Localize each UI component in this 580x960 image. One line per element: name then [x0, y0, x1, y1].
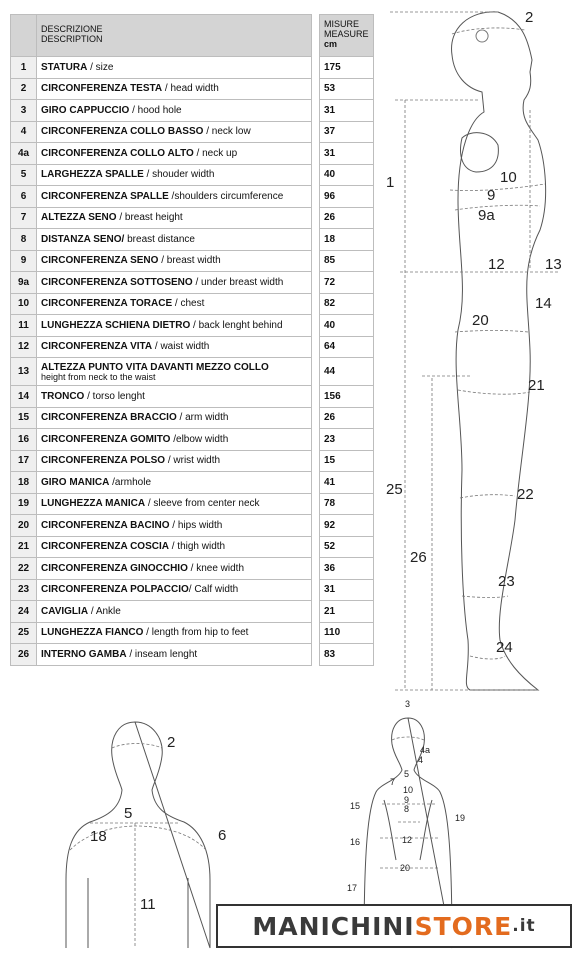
row-value: 72	[320, 272, 374, 294]
row-value: 82	[320, 293, 374, 315]
row-number: 9	[11, 250, 37, 272]
row-desc-en: / hood hole	[129, 104, 182, 116]
row-value: 110	[320, 622, 374, 644]
row-desc-en: / under breast width	[192, 276, 284, 288]
row-desc-en: / waist width	[152, 341, 210, 353]
row-number: 21	[11, 536, 37, 558]
side-label-9: 9	[487, 187, 496, 204]
row-value: 31	[320, 100, 374, 122]
side-label-20: 20	[472, 312, 489, 329]
brand-part-3: .it	[512, 916, 536, 936]
row-desc-en: / Calf width	[188, 584, 239, 596]
front-label-16: 16	[350, 837, 361, 847]
front-label-15: 15	[350, 801, 361, 811]
side-label-21: 21	[528, 377, 545, 394]
row-desc-en: / hips width	[169, 519, 223, 531]
front-label-4a: 4a	[420, 745, 431, 755]
side-label-10: 10	[500, 169, 517, 186]
row-desc-en: / breast width	[158, 255, 221, 267]
row-number: 3	[11, 100, 37, 122]
row-value: 44	[320, 358, 374, 386]
back-label-11: 11	[140, 896, 156, 913]
row-number: 18	[11, 472, 37, 494]
row-desc-it: CIRCONFERENZA BRACCIO	[41, 412, 177, 424]
row-desc-it: CIRCONFERENZA POLPACCIO	[41, 584, 189, 596]
row-desc-en: / inseam lenght	[126, 648, 198, 660]
row-number: 26	[11, 644, 37, 666]
row-desc-en: / knee width	[187, 562, 245, 574]
row-number: 23	[11, 579, 37, 601]
row-value: 53	[320, 78, 374, 100]
side-label-9a: 9a	[478, 207, 495, 224]
row-desc-en: / head width	[162, 83, 219, 95]
row-desc-it: CIRCONFERENZA GOMITO	[41, 433, 171, 445]
row-value: 40	[320, 315, 374, 337]
row-number: 6	[11, 186, 37, 208]
row-desc-en: / back lenght behind	[190, 319, 283, 331]
side-label-14: 14	[535, 295, 552, 312]
row-value: 92	[320, 515, 374, 537]
brand-logo	[216, 904, 572, 948]
side-label-2: 2	[525, 9, 534, 26]
front-label-20: 20	[400, 863, 411, 873]
header-desc-it: DESCRIZIONE	[41, 24, 103, 34]
row-desc-it: GIRO MANICA	[41, 476, 110, 488]
row-desc-it: GIRO CAPPUCCIO	[41, 104, 130, 116]
row-value: 175	[320, 57, 374, 79]
row-desc-it: CIRCONFERENZA TORACE	[41, 298, 173, 310]
row-number: 5	[11, 164, 37, 186]
row-desc-it: CIRCONFERENZA BACINO	[41, 519, 170, 531]
back-label-5: 5	[124, 805, 133, 822]
back-label-2: 2	[167, 734, 176, 751]
row-desc-en: / Ankle	[88, 605, 121, 617]
row-desc-en: / chest	[172, 298, 205, 310]
row-desc-it: TRONCO	[41, 390, 85, 402]
row-value: 23	[320, 429, 374, 451]
row-value: 156	[320, 386, 374, 408]
row-desc-en: breast distance	[124, 233, 195, 245]
row-desc-it: LUNGHEZZA SCHIENA DIETRO	[41, 319, 191, 331]
row-desc-it: DISTANZA SENO/	[41, 233, 125, 245]
row-desc-sub: height from neck to the waist	[41, 371, 156, 382]
side-label-25: 25	[386, 481, 403, 498]
front-label-4: 4	[418, 755, 424, 765]
row-value: 64	[320, 336, 374, 358]
row-value: 15	[320, 450, 374, 472]
row-number: 16	[11, 429, 37, 451]
front-label-19: 19	[455, 813, 466, 823]
front-label-8: 8	[404, 804, 410, 814]
row-desc-en: / neck up	[193, 147, 238, 159]
row-value: 85	[320, 250, 374, 272]
front-label-7: 7	[390, 777, 396, 787]
row-desc-en: / thigh width	[168, 541, 226, 553]
row-desc-en: / shouder width	[143, 169, 215, 181]
row-desc-en: / breast height	[116, 212, 183, 224]
row-value: 18	[320, 229, 374, 251]
row-number: 4	[11, 121, 37, 143]
row-number: 4a	[11, 143, 37, 165]
row-desc-it: STATURA	[41, 61, 88, 73]
row-number: 8	[11, 229, 37, 251]
side-label-1: 1	[386, 174, 395, 191]
row-desc-it: CIRCONFERENZA SENO	[41, 255, 159, 267]
side-label-24: 24	[496, 639, 513, 656]
brand-part-2: STORE	[414, 911, 513, 941]
row-desc-en: / neck low	[203, 126, 251, 138]
row-number: 9a	[11, 272, 37, 294]
front-label-3: 3	[405, 699, 411, 709]
row-value: 26	[320, 407, 374, 429]
row-number: 1	[11, 57, 37, 79]
row-desc-en: /armhole	[109, 476, 152, 488]
row-number: 22	[11, 558, 37, 580]
side-label-12: 12	[488, 256, 505, 273]
head-logo	[476, 30, 488, 42]
side-label-13: 13	[545, 256, 562, 273]
row-desc-it: CIRCONFERENZA SPALLE	[41, 190, 169, 202]
row-desc-en: / wrist width	[165, 455, 221, 467]
row-desc-it: INTERNO GAMBA	[41, 648, 127, 660]
row-number: 7	[11, 207, 37, 229]
front-label-12: 12	[402, 835, 413, 845]
row-number: 15	[11, 407, 37, 429]
row-desc-it: CIRCONFERENZA COSCIA	[41, 541, 169, 553]
row-number: 19	[11, 493, 37, 515]
row-value: 31	[320, 579, 374, 601]
row-desc-it: CIRCONFERENZA TESTA	[41, 83, 163, 95]
front-label-10: 10	[403, 785, 414, 795]
front-label-17: 17	[347, 883, 358, 893]
row-desc-en: / sleeve from center neck	[145, 498, 260, 510]
side-label-26: 26	[410, 549, 427, 566]
row-desc-it: CIRCONFERENZA POLSO	[41, 455, 166, 467]
row-desc-en: /shoulders circumference	[168, 190, 284, 202]
back-label-18: 18	[90, 828, 107, 845]
row-desc-it: ALTEZZA SENO	[41, 212, 117, 224]
row-number: 20	[11, 515, 37, 537]
header-unit: cm	[324, 39, 338, 49]
row-number: 2	[11, 78, 37, 100]
row-desc-it: CAVIGLIA	[41, 605, 89, 617]
header-meas-it: MISURE	[324, 19, 360, 29]
row-desc-it: LARGHEZZA SPALLE	[41, 169, 144, 181]
row-desc-it: CIRCONFERENZA GINOCCHIO	[41, 562, 188, 574]
row-desc-it: LUNGHEZZA FIANCO	[41, 627, 144, 639]
row-desc-it: CIRCONFERENZA VITA	[41, 341, 153, 353]
row-value: 78	[320, 493, 374, 515]
row-value: 31	[320, 143, 374, 165]
row-desc-it: CIRCONFERENZA COLLO BASSO	[41, 126, 204, 138]
row-number: 24	[11, 601, 37, 623]
row-desc-en: / torso lenght	[84, 390, 145, 402]
header-meas-en: MEASURE	[324, 29, 369, 39]
row-value: 36	[320, 558, 374, 580]
header-desc-en: DESCRIPTION	[41, 34, 103, 44]
row-value: 26	[320, 207, 374, 229]
front-label-5: 5	[404, 769, 410, 779]
row-number: 25	[11, 622, 37, 644]
row-number: 12	[11, 336, 37, 358]
row-desc-it: ALTEZZA PUNTO VITA DAVANTI MEZZO COLLO	[41, 361, 269, 373]
row-number: 11	[11, 315, 37, 337]
front-label-9: 9	[404, 795, 410, 805]
row-desc-en: /elbow width	[170, 433, 229, 445]
brand-part-1: MANICHINI	[252, 911, 415, 941]
row-desc-it: CIRCONFERENZA COLLO ALTO	[41, 147, 194, 159]
side-label-22: 22	[517, 486, 534, 503]
back-label-6: 6	[218, 827, 227, 844]
row-value: 21	[320, 601, 374, 623]
row-number: 17	[11, 450, 37, 472]
row-number: 14	[11, 386, 37, 408]
row-value: 40	[320, 164, 374, 186]
row-value: 83	[320, 644, 374, 666]
row-number: 13	[11, 358, 37, 386]
row-desc-en: / size	[87, 61, 114, 73]
row-desc-it: LUNGHEZZA MANICA	[41, 498, 146, 510]
row-value: 37	[320, 121, 374, 143]
row-number: 10	[11, 293, 37, 315]
row-desc-en: / length from hip to feet	[143, 627, 249, 639]
row-desc-en: / arm width	[176, 412, 229, 424]
row-desc-it: CIRCONFERENZA SOTTOSENO	[41, 276, 193, 288]
row-value: 52	[320, 536, 374, 558]
row-value: 41	[320, 472, 374, 494]
side-label-23: 23	[498, 573, 515, 590]
row-value: 96	[320, 186, 374, 208]
